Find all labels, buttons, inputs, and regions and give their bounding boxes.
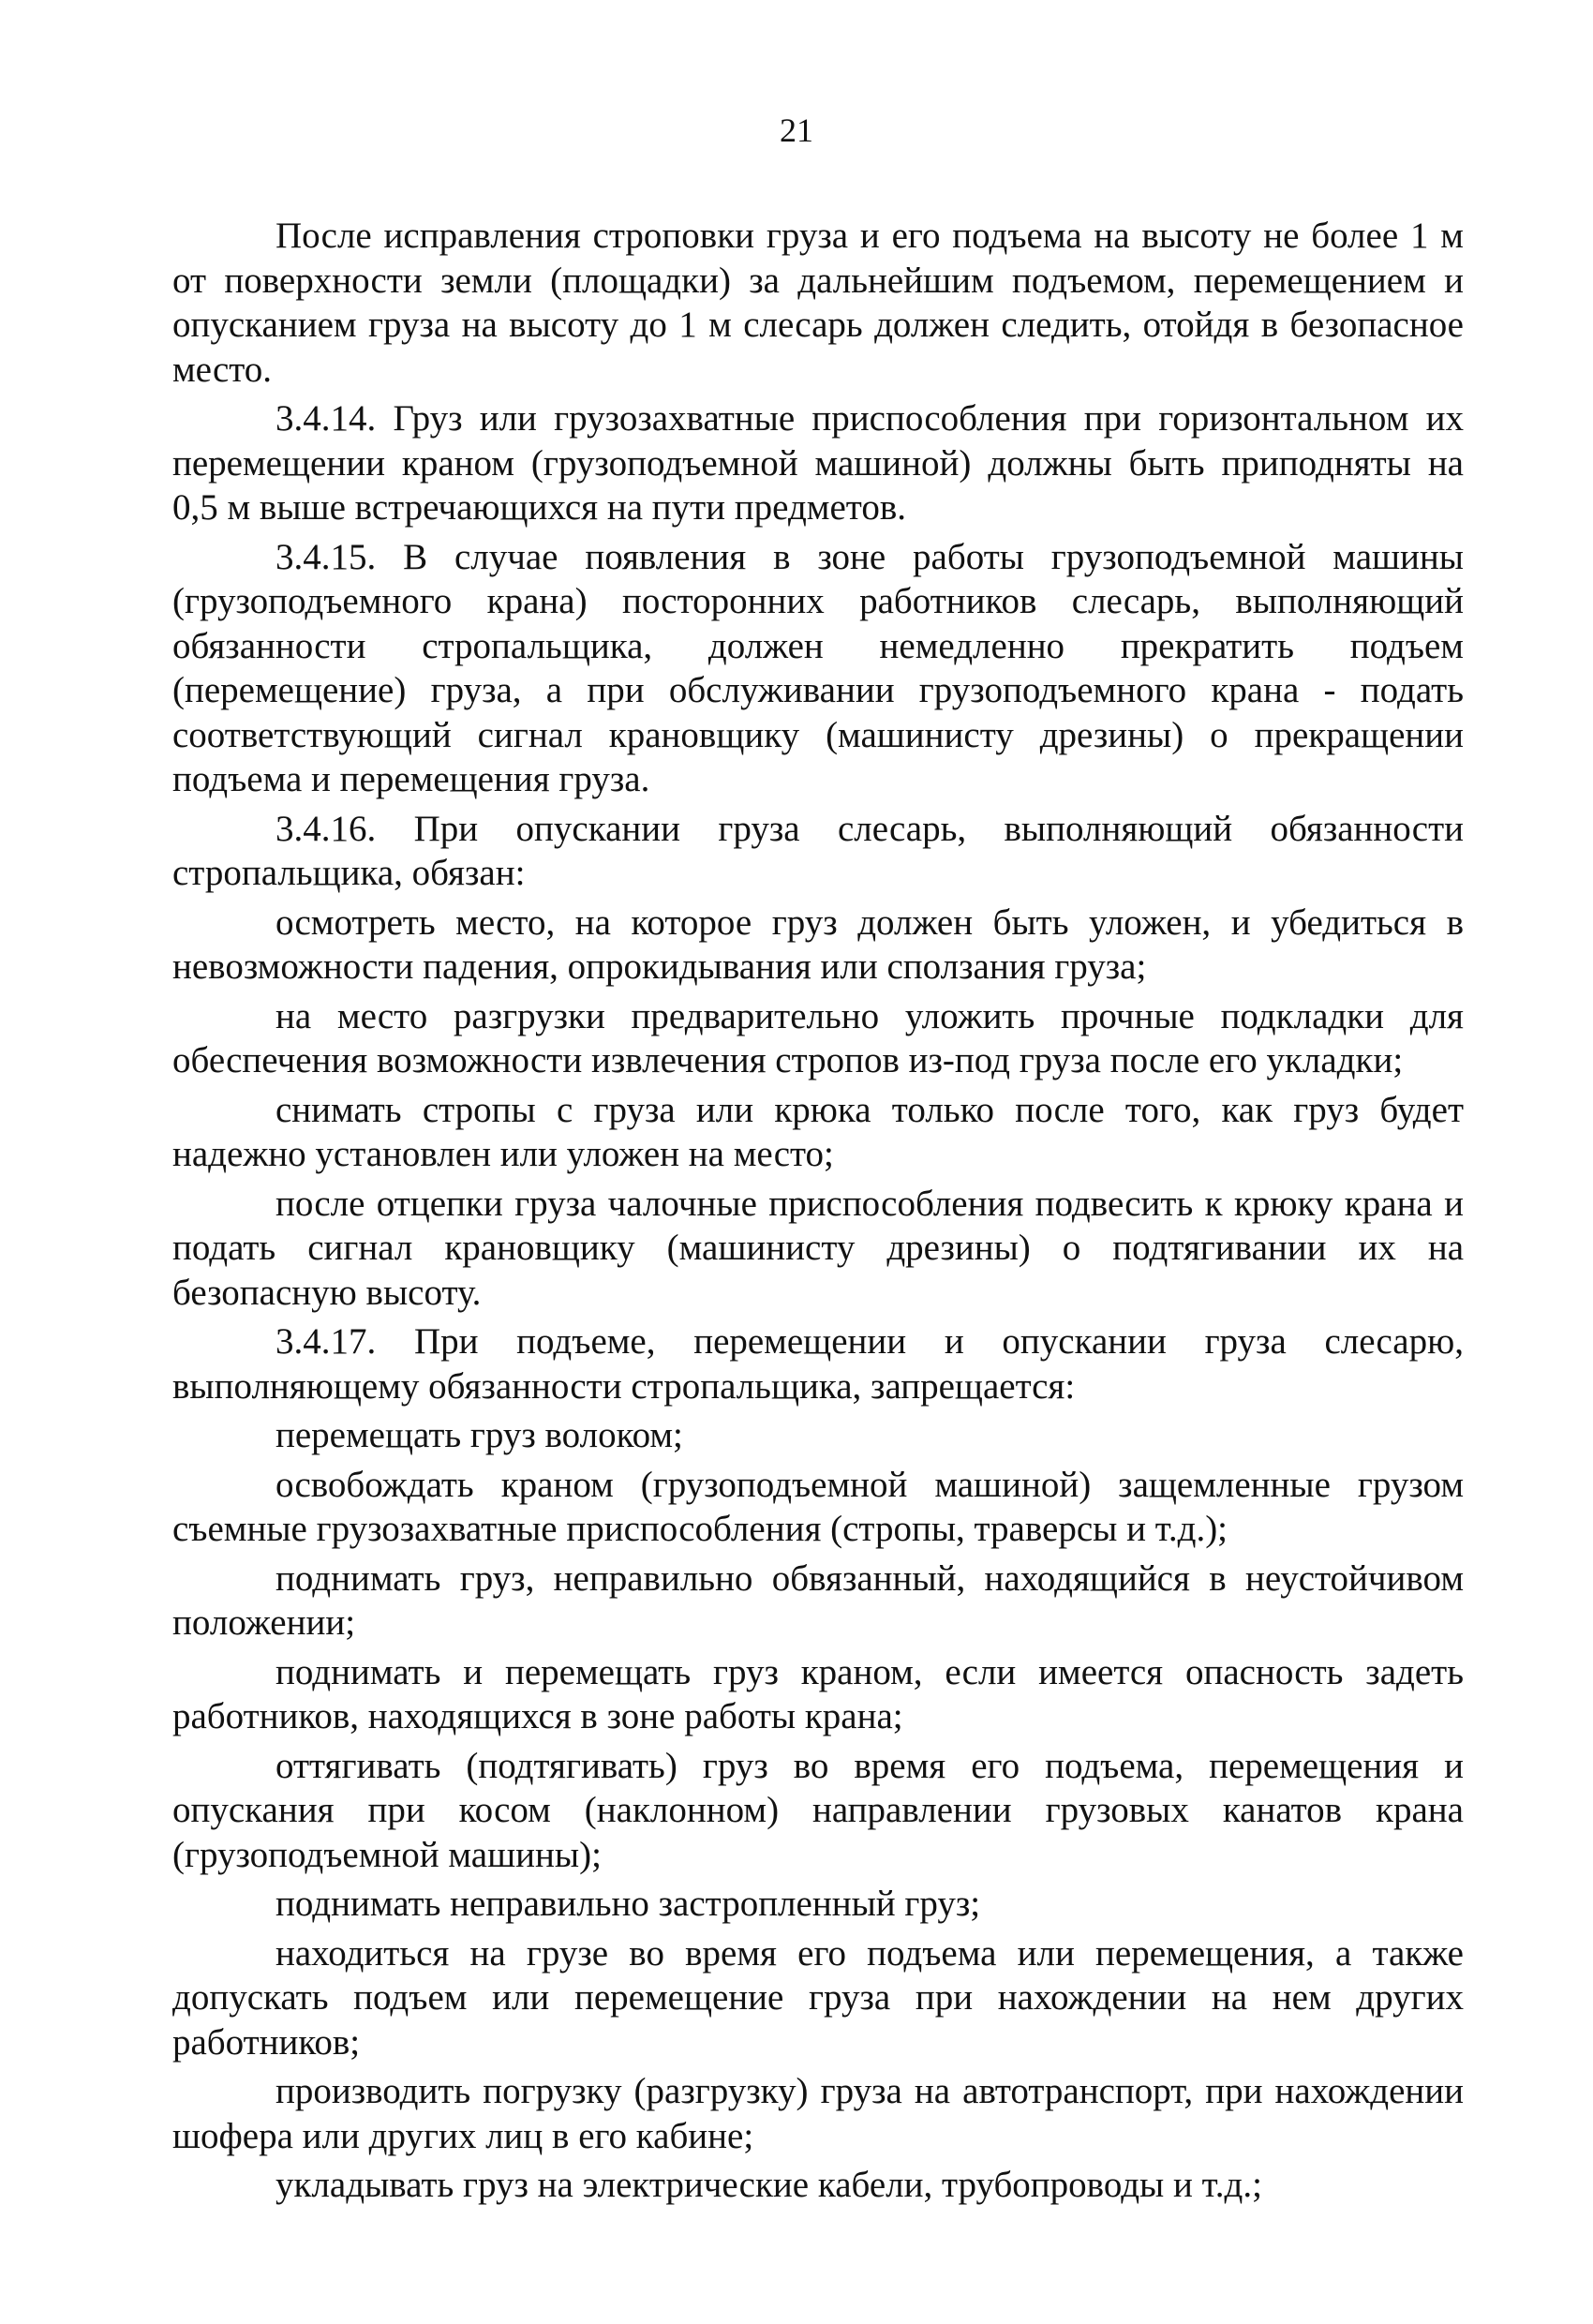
list-item: перемещать груз волоком; bbox=[275, 1415, 683, 1455]
list-item: оттягивать (подтягивать) груз во время его подъема, перемещения и опускания при косом (наклонном) направлении грузовых канатов крана (грузоподъемной машины); bbox=[172, 1745, 1464, 1875]
paragraph-3-4-14: 3.4.14. Груз или грузозахватные приспособления при горизонтальном их перемещении краном (грузоподъемной машиной) должны быть приподняты на 0,5 м выше встречающихся на пути предметов. bbox=[172, 398, 1464, 528]
list-item: поднимать и перемещать груз краном, если имеется опасность задеть работников, находящихся в зоне работы крана; bbox=[172, 1651, 1464, 1736]
page-number: 21 bbox=[780, 112, 813, 149]
paragraph: После исправления строповки груза и его подъема на высоту не более 1 м от поверхности земли (площадки) за дальнейшим подъемом, перемещением и опусканием груза на высоту до 1 м слесарь должен следить, отойдя в безопасное место. bbox=[172, 216, 1464, 390]
paragraph-3-4-15: 3.4.15. В случае появления в зоне работы грузоподъемной машины (грузоподъемного крана) посторонних работников слесарь, выполняющий обязанности стропальщика, должен немедленно прекратить подъем (перемещение) груза, а при обслуживании грузоподъемного крана - подать соответствующий сигнал крановщику (машинисту дрезины) о прекращении подъема и перемещения груза. bbox=[172, 536, 1464, 799]
list-item: поднимать груз, неправильно обвязанный, находящийся в неустойчивом положении; bbox=[172, 1557, 1464, 1643]
list-item: осмотреть место, на которое груз должен быть уложен, и убедиться в невозможности падения, опрокидывания или сползания груза; bbox=[172, 901, 1464, 987]
list-item: освобождать краном (грузоподъемной машиной) защемленные грузом съемные грузозахватные приспособления (стропы, траверсы и т.д.); bbox=[172, 1464, 1464, 1549]
list-item: после отцепки груза чалочные приспособления подвесить к крюку крана и подать сигнал крановщику (машинисту дрезины) о подтягивании их на безопасную высоту. bbox=[172, 1183, 1464, 1313]
list-item: производить погрузку (разгрузку) груза на автотранспорт, при нахождении шофера или других лиц в его кабине; bbox=[172, 2071, 1464, 2156]
paragraph-3-4-16: 3.4.16. При опускании груза слесарь, выполняющий обязанности стропальщика, обязан: bbox=[172, 808, 1464, 893]
paragraph-3-4-17: 3.4.17. При подъеме, перемещении и опускании груза слесарю, выполняющему обязанности стропальщика, запрещается: bbox=[172, 1321, 1464, 1407]
document-body bbox=[172, 214, 1464, 2212]
list-item: снимать стропы с груза или крюка только после того, как груз будет надежно установлен или уложен на место; bbox=[172, 1089, 1464, 1174]
list-item: укладывать груз на электрические кабели, трубопроводы и т.д.; bbox=[275, 2165, 1262, 2205]
list-item: на место разгрузки предварительно уложить прочные подкладки для обеспечения возможности извлечения стропов из-под груза после его укладки; bbox=[172, 995, 1464, 1080]
list-item: находиться на грузе во время его подъема или перемещения, а также допускать подъем или перемещение груза при нахождении на нем других работников; bbox=[172, 1932, 1464, 2063]
list-item: поднимать неправильно застропленный груз; bbox=[275, 1884, 981, 1924]
